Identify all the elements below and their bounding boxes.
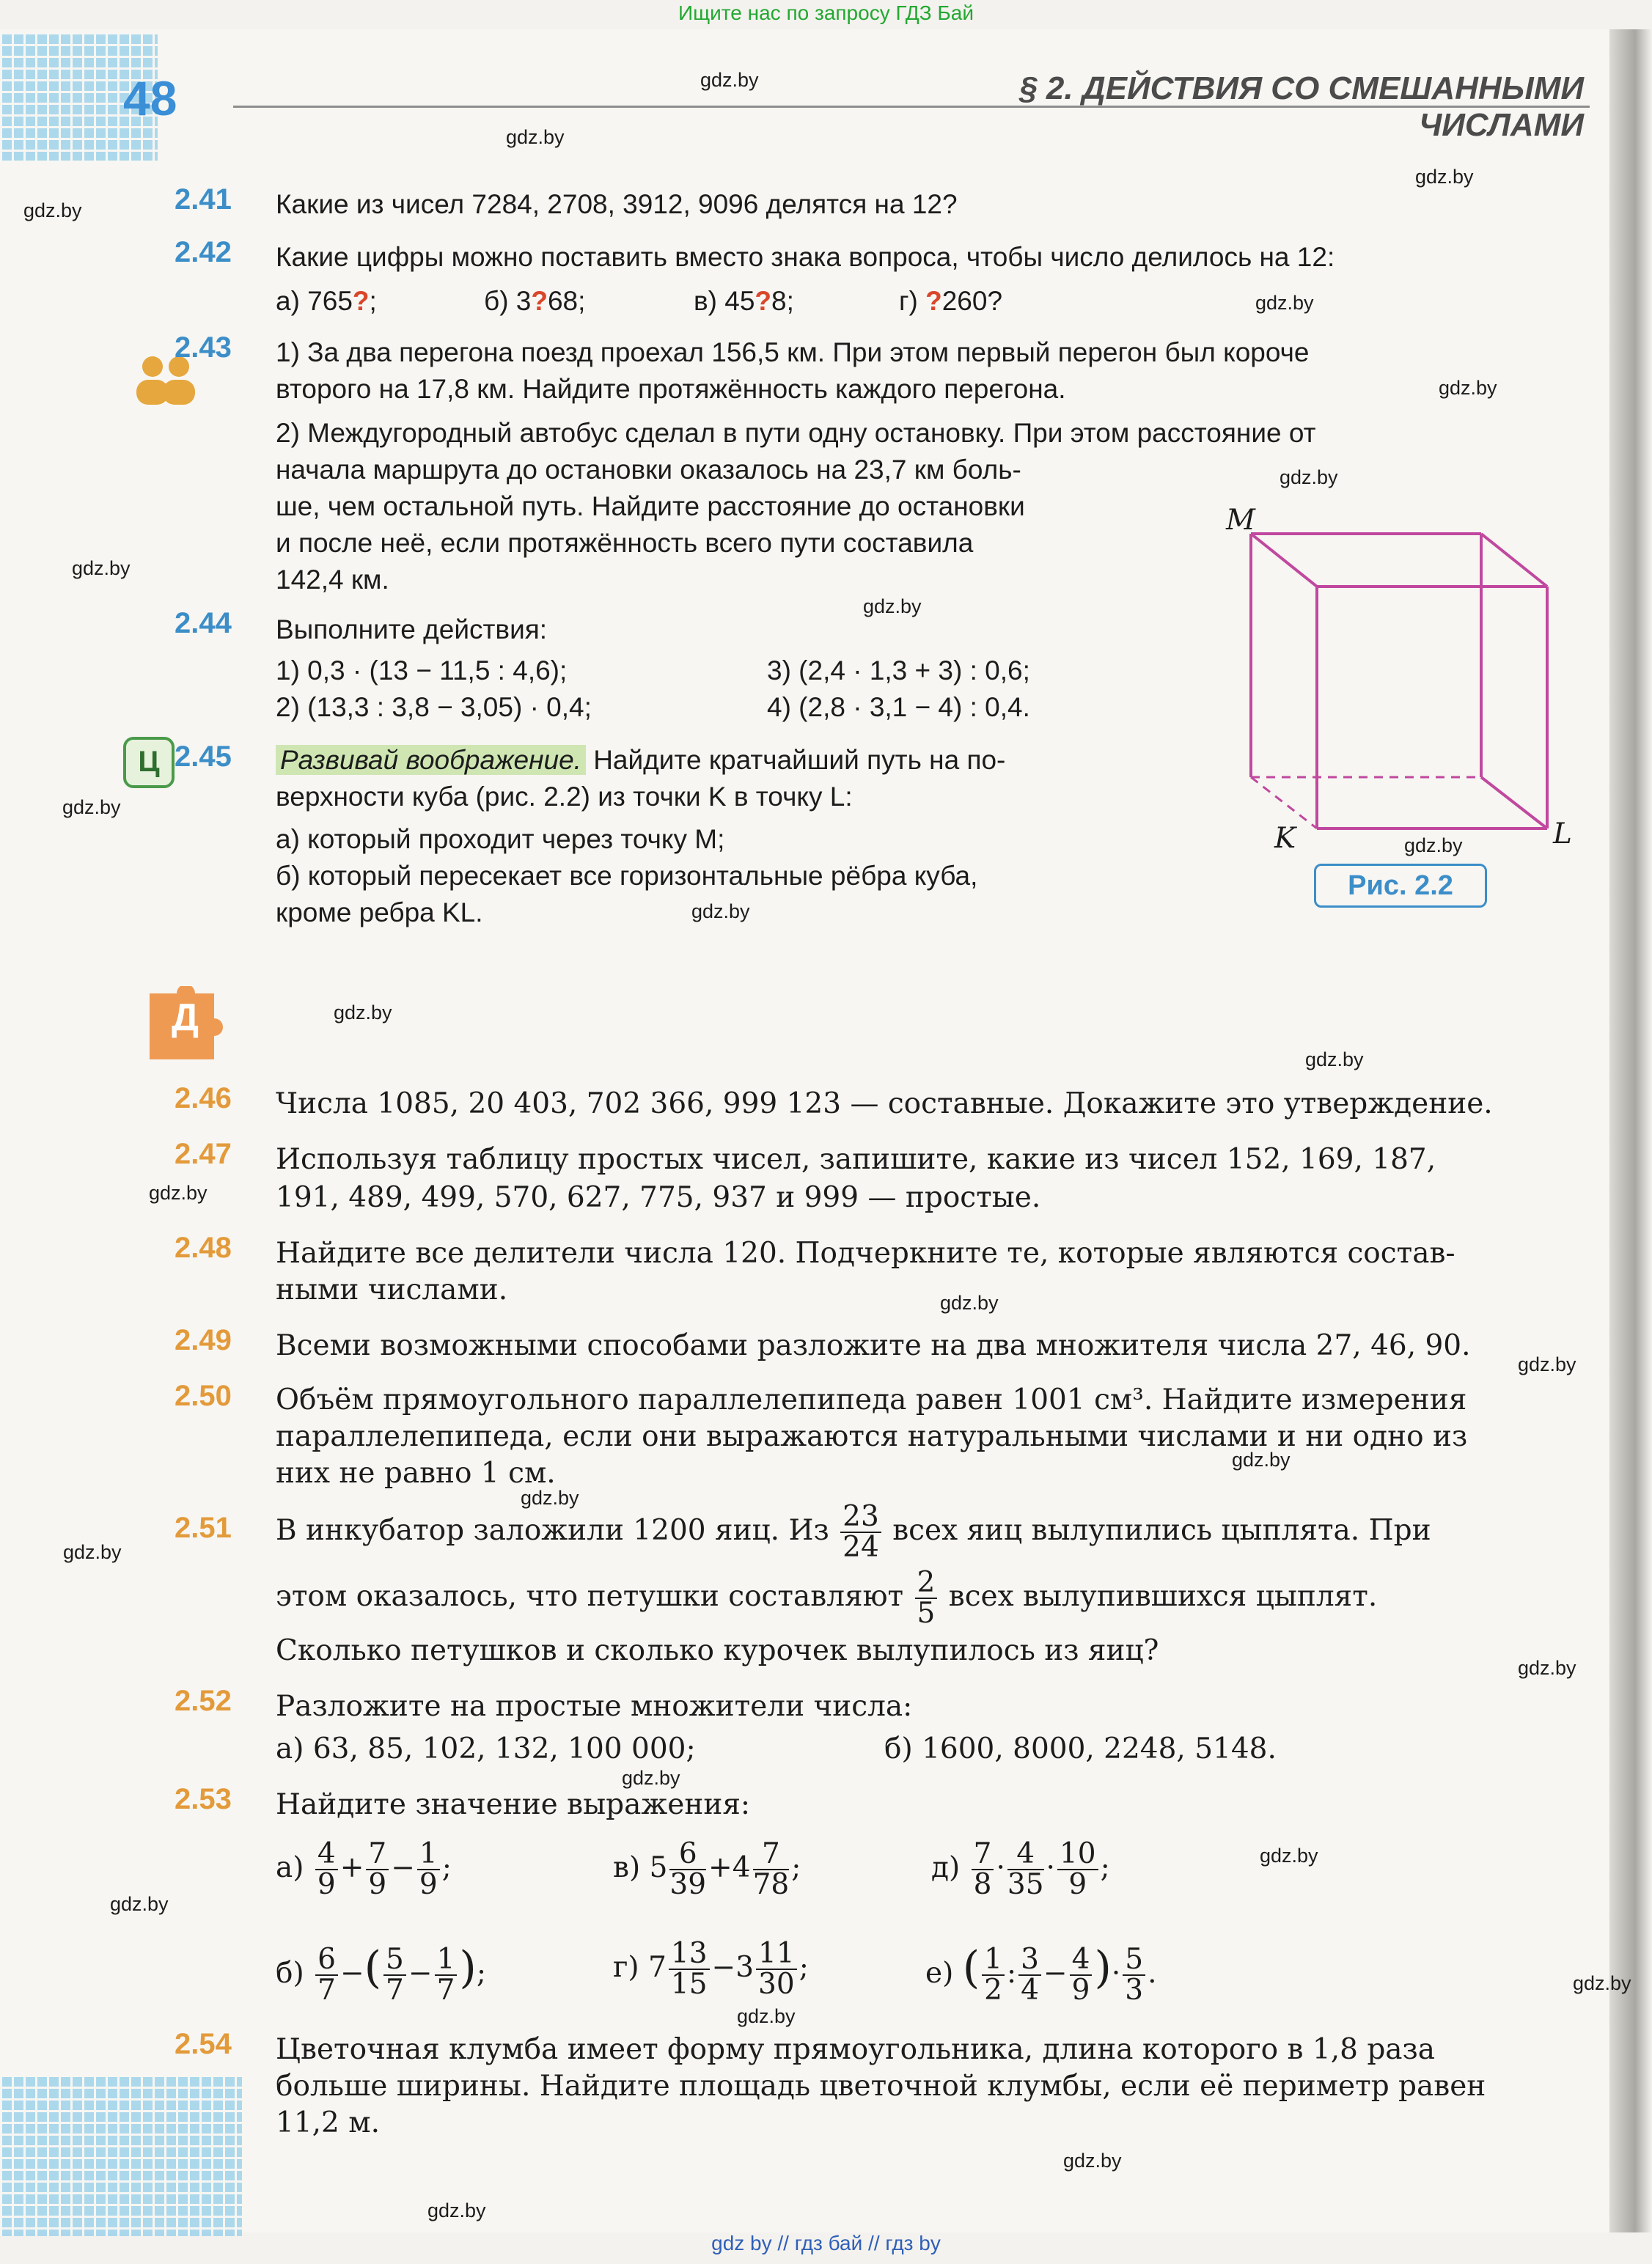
task-text: 2) Междугородный автобус сделал в пути одну остановку. При этом расстояние от xyxy=(276,418,1316,448)
expression-e: е) ( $\frac{1}{2}$ : $\frac{3}{4}$ − $\frac{4}{9}$ )· $\frac{5}{3}$ . xyxy=(925,1942,1157,2007)
homework-icon-letter: Д xyxy=(172,996,199,1039)
task-option: а) 63, 85, 102, 132, 100 000; xyxy=(276,1732,696,1765)
task-number: 2.42 xyxy=(175,236,232,268)
task-text: Найдите значение выражения: xyxy=(276,1788,751,1821)
page-number: 48 xyxy=(123,71,177,125)
watermark: gdz.by xyxy=(622,1767,680,1789)
fraction: $\frac{2}{5}$ xyxy=(915,1568,938,1628)
task-expression: 4) (2,8 · 3,1 − 4) : 0,4. xyxy=(767,692,1030,722)
task-expression: 1) 0,3 · (13 − 11,5 : 4,6); xyxy=(276,655,568,686)
watermark: gdz.by xyxy=(863,595,922,617)
task-text: Какие цифры можно поставить вместо знака вопроса, чтобы число делилось на 12: xyxy=(276,242,1335,272)
watermark: gdz.by xyxy=(737,2005,796,2027)
task-text: ше, чем остальной путь. Найдите расстояние до остановки xyxy=(276,491,1025,521)
task-expression: 3) (2,4 · 1,3 + 3) : 0,6; xyxy=(767,655,1030,686)
task-text: Выполните действия: xyxy=(276,614,548,644)
task-text: них не равно 1 см. xyxy=(276,1457,556,1490)
bottom-banner[interactable]: gdz by // гдз бай // гдз by xyxy=(711,2232,941,2254)
task-text: этом оказалось, что петушки составляют $\frac{2}{5}$ всех вылупившихся цыплят. xyxy=(276,1566,1378,1630)
task-text: параллелепипеда, если они выражаются натуральными числами и ни одно из xyxy=(276,1420,1468,1453)
point-label-M: M xyxy=(1226,504,1255,537)
watermark: gdz.by xyxy=(334,1001,392,1023)
task-text: больше ширины. Найдите площадь цветочной клумбы, если её периметр равен xyxy=(276,2070,1486,2103)
point-label-L: L xyxy=(1553,817,1572,850)
point-label-K: K xyxy=(1274,822,1296,855)
section-title: § 2. ДЕЙСТВИЯ СО СМЕШАННЫМИ ЧИСЛАМИ xyxy=(1019,70,1584,143)
task-number: 2.52 xyxy=(175,1685,232,1717)
watermark: gdz.by xyxy=(1063,2150,1122,2172)
task-text: Разложите на простые множители числа: xyxy=(276,1690,913,1723)
expression-a: а) $\frac{4}{9}$ + $\frac{7}{9}$ − $\frac{1}{9}$ ; xyxy=(276,1837,452,1901)
expression-g: г) 7 $\frac{13}{15}$ −3 $\frac{11}{30}$ ; xyxy=(613,1937,809,2001)
task-text: Всеми возможными способами разложите на два множителя числа 27, 46, 90. xyxy=(276,1329,1471,1362)
watermark: gdz.by xyxy=(1573,1972,1631,1994)
watermark: gdz.by xyxy=(700,69,759,91)
task-number: 2.43 xyxy=(175,331,232,364)
task-marker-icon: Ц xyxy=(123,737,175,788)
watermark: gdz.by xyxy=(427,2199,486,2221)
watermark: gdz.by xyxy=(1439,377,1497,399)
task-number: 2.49 xyxy=(175,1324,232,1356)
task-option: б) 1600, 8000, 2248, 5148. xyxy=(884,1732,1277,1765)
top-banner[interactable]: Ищите нас по запросу ГДЗ Бай xyxy=(678,1,974,24)
corner-grid-decoration xyxy=(0,2075,242,2236)
task-text: 142,4 км. xyxy=(276,565,389,595)
expression-b: б) $\frac{6}{7}$ −( $\frac{5}{7}$ − $\frac{1}{7}$ ); xyxy=(276,1942,486,2007)
watermark: gdz.by xyxy=(1260,1845,1318,1867)
task-number: 2.54 xyxy=(175,2028,232,2060)
task-number: 2.46 xyxy=(175,1082,232,1114)
cube-figure xyxy=(1225,499,1576,865)
task-option: кроме ребра KL. xyxy=(276,897,483,927)
watermark: gdz.by xyxy=(691,900,750,922)
task-number: 2.47 xyxy=(175,1138,232,1170)
task-number: 2.41 xyxy=(175,183,232,216)
task-text: 1) За два перегона поезд проехал 156,5 км. При этом первый перегон был короче xyxy=(276,337,1310,367)
watermark: gdz.by xyxy=(1305,1048,1364,1070)
page-edge-shadow xyxy=(1609,29,1652,2232)
watermark: gdz.by xyxy=(1255,292,1314,314)
task-number: 2.53 xyxy=(175,1783,232,1815)
task-text: Используя таблицу простых чисел, запишите, какие из чисел 152, 169, 187, xyxy=(276,1143,1436,1176)
task-text: Сколько петушков и сколько курочек вылупилось из яиц? xyxy=(276,1634,1159,1667)
expression-v: в) 5 $\frac{6}{39}$ +4 $\frac{7}{78}$ ; xyxy=(613,1837,801,1901)
watermark: gdz.by xyxy=(63,1541,122,1563)
watermark: gdz.by xyxy=(521,1487,579,1509)
task-text: верхности куба (рис. 2.2) из точки K в точку L: xyxy=(276,782,853,812)
watermark: gdz.by xyxy=(62,796,121,818)
task-text: второго на 17,8 км. Найдите протяжённость каждого перегона. xyxy=(276,374,1066,404)
task-option: б) 3?68; xyxy=(484,286,586,316)
task-text: 191, 489, 499, 570, 627, 775, 937 и 999 — простые. xyxy=(276,1181,1041,1214)
watermark: gdz.by xyxy=(506,126,565,148)
task-text: В инкубатор заложили 1200 яиц. Из $\frac{23}{24}$ всех яиц вылупились цыплята. При xyxy=(276,1500,1431,1564)
task-option: а) 765?; xyxy=(276,286,377,316)
task-text: и после неё, если протяжённость всего пути составила xyxy=(276,528,974,558)
task-text: начала маршрута до остановки оказалось на 23,7 км боль- xyxy=(276,455,1021,485)
watermark: gdz.by xyxy=(1232,1449,1291,1471)
watermark: gdz.by xyxy=(23,199,82,221)
watermark: gdz.by xyxy=(149,1182,208,1204)
fraction: $\frac{23}{24}$ xyxy=(840,1502,881,1562)
task-number: 2.50 xyxy=(175,1380,232,1412)
task-number: 2.48 xyxy=(175,1232,232,1264)
task-text: 11,2 м. xyxy=(276,2106,380,2139)
task-number: 2.45 xyxy=(175,740,232,773)
task-text: Объём прямоугольного параллелепипеда равен 1001 см³. Найдите измерения xyxy=(276,1383,1467,1416)
task-text: Цветочная клумба имеет форму прямоугольника, длина которого в 1,8 раза xyxy=(276,2033,1436,2066)
task-option: а) который проходит через точку M; xyxy=(276,824,725,854)
watermark: gdz.by xyxy=(1280,466,1338,488)
task-option: г) ?260? xyxy=(899,286,1003,316)
expression-d: д) $\frac{7}{8}$ · $\frac{4}{35}$ · $\frac{10}{9}$ ; xyxy=(931,1837,1110,1901)
task-option: б) который пересекает все горизонтальные рёбра куба, xyxy=(276,861,978,891)
task-option: в) 45?8; xyxy=(694,286,794,316)
task-text: ными числами. xyxy=(276,1274,508,1306)
watermark: gdz.by xyxy=(1518,1657,1576,1679)
figure-caption: Рис. 2.2 xyxy=(1314,864,1487,908)
task-expression: 2) (13,3 : 3,8 − 3,05) · 0,4; xyxy=(276,692,592,722)
task-text: Найдите все делители числа 120. Подчеркните те, которые являются состав- xyxy=(276,1237,1455,1270)
watermark: gdz.by xyxy=(1415,166,1474,188)
watermark: gdz.by xyxy=(940,1292,999,1314)
watermark: gdz.by xyxy=(1404,834,1463,856)
watermark: gdz.by xyxy=(1518,1353,1576,1375)
task-number: 2.51 xyxy=(175,1512,232,1544)
task-text: Развивай воображение. Найдите кратчайший путь на по- xyxy=(276,742,1005,779)
task-text: Числа 1085, 20 403, 702 366, 999 123 — составные. Докажите это утверждение. xyxy=(276,1087,1493,1120)
task-number: 2.44 xyxy=(175,607,232,639)
task-text: Какие из чисел 7284, 2708, 3912, 9096 делятся на 12? xyxy=(276,189,958,219)
watermark: gdz.by xyxy=(110,1893,169,1915)
watermark: gdz.by xyxy=(72,557,131,579)
